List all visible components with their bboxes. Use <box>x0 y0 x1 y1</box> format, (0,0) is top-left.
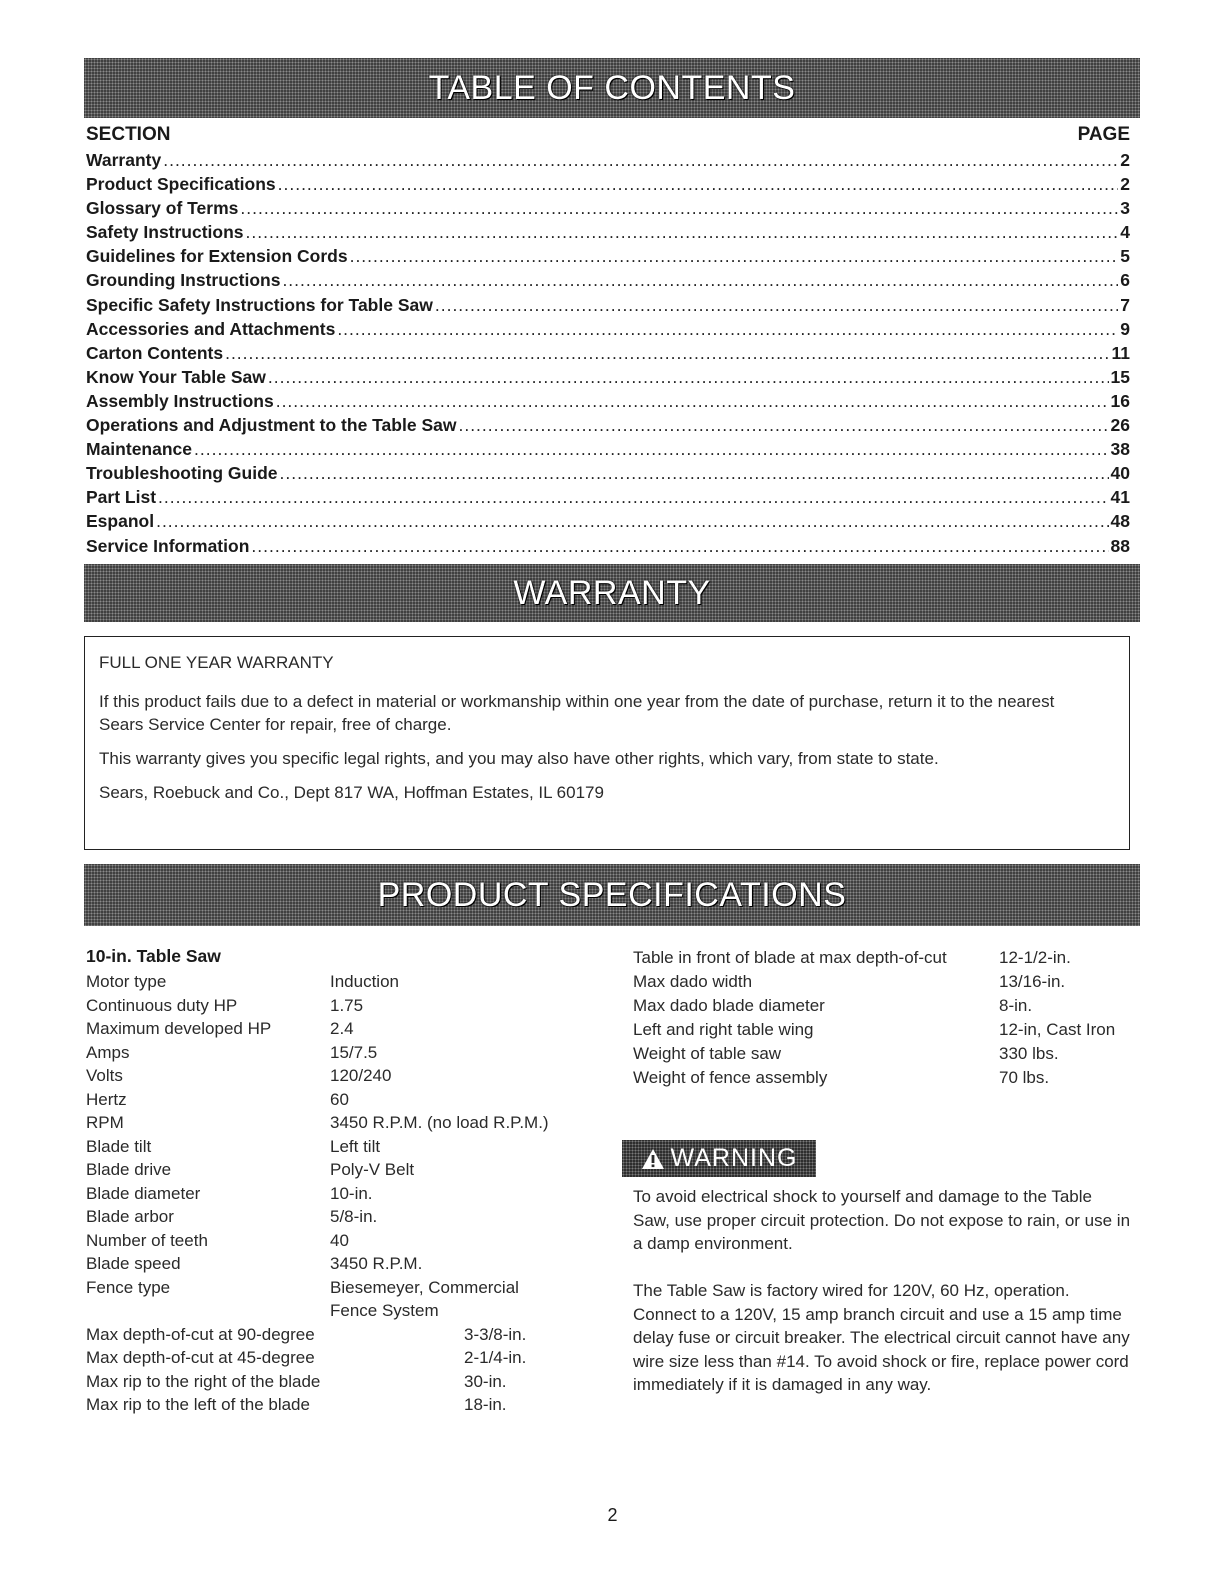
warranty-rights: This warranty gives you specific legal rights, and you may also have other rights, which vary, from state to state. <box>99 749 939 768</box>
toc-entry <box>86 150 1130 174</box>
spec-value: 12-in, Cast Iron <box>999 1020 1116 1039</box>
spec-label: Blade arbor <box>86 1207 174 1226</box>
spec-row <box>86 1205 606 1229</box>
toc-entry <box>86 319 1130 343</box>
spec-row <box>86 1370 606 1394</box>
spec-value: Biesemeyer, Commercial <box>330 1277 519 1297</box>
spec-value: 18-in. <box>464 1395 507 1414</box>
toc-entry-page: 2 <box>1120 174 1130 195</box>
spec-label: Blade diameter <box>86 1183 201 1203</box>
spec-row <box>86 1393 606 1417</box>
spec-value: 70 lbs. <box>999 1068 1050 1087</box>
spec-label: Max rip to the right of the blade <box>86 1371 321 1391</box>
toc-leader-dots <box>276 391 1109 412</box>
toc-leader-dots <box>240 198 1118 219</box>
spec-label: Left and right table wing <box>633 1020 814 1039</box>
warranty-title: WARRANTY <box>513 573 711 612</box>
toc-entry-page: 2 <box>1120 150 1130 170</box>
spec-row <box>633 946 1133 970</box>
toc-entry-title: Carton Contents <box>86 342 224 363</box>
toc-section-label: SECTION <box>86 124 171 145</box>
spec-value: 8-in. <box>999 996 1033 1015</box>
spec-value: 2-1/4-in. <box>464 1348 527 1367</box>
spec-value: 2.4 <box>330 1019 354 1038</box>
toc-leader-dots <box>246 222 1119 243</box>
spec-label: Max rip to the left of the blade <box>86 1395 310 1414</box>
toc-leader-dots <box>268 367 1109 388</box>
toc-entry <box>86 198 1130 222</box>
spec-value: 120/240 <box>330 1066 392 1085</box>
spec-value: 13/16-in. <box>999 972 1066 991</box>
toc-entry-page: 11 <box>1111 342 1130 363</box>
toc-entry-title: Part List <box>86 487 157 508</box>
toc-entry-title: Glossary of Terms <box>86 198 239 219</box>
specs-left-column <box>86 946 606 1417</box>
toc-entry-title: Troubleshooting Guide <box>86 463 278 484</box>
spec-label: Amps <box>86 1042 130 1062</box>
toc-entry <box>86 391 1130 415</box>
warning-paragraph-wiring: The Table Saw is factory wired for 120V, 60 Hz, operation. Connect to a 120V, 15 amp branch circuit and use a 15 amp time delay fuse or circuit breaker. The electrical circuit cannot have any wire size less than #14. To avoid shock or fire, replace power cord immediately if it is damaged in any way. <box>633 1281 1130 1394</box>
warning-triangle-icon <box>641 1148 665 1170</box>
spec-row <box>86 1346 606 1370</box>
spec-row <box>633 1042 1133 1066</box>
toc-entry-title: Specific Safety Instructions for Table Saw <box>86 294 433 315</box>
spec-value: 12-1/2-in. <box>999 948 1071 967</box>
spec-label <box>86 1299 330 1323</box>
toc-entry-title: Accessories and Attachments <box>86 318 336 339</box>
toc-entry <box>86 511 1130 535</box>
toc-header <box>86 124 1130 148</box>
spec-value: Left tilt <box>330 1136 381 1156</box>
spec-value: 1.75 <box>330 995 364 1015</box>
spec-label: Weight of fence assembly <box>633 1068 828 1087</box>
spec-row <box>86 1064 606 1088</box>
toc-entry-title: Safety Instructions <box>86 222 244 243</box>
spec-row <box>86 1229 606 1253</box>
toc-leader-dots <box>337 319 1118 340</box>
toc-entry-title: Know Your Table Saw <box>86 366 266 387</box>
warranty-heading: FULL ONE YEAR WARRANTY <box>99 653 334 672</box>
toc-entry <box>86 174 1130 198</box>
spec-row <box>633 994 1133 1018</box>
toc-leader-dots <box>458 415 1108 436</box>
spec-label: Continuous duty HP <box>86 995 238 1015</box>
toc-entry-title: Guidelines for Extension Cords <box>86 246 348 267</box>
spec-row <box>633 1066 1133 1090</box>
warranty-address: Sears, Roebuck and Co., Dept 817 WA, Hoffman Estates, IL 60179 <box>99 783 604 802</box>
spec-value: 15/7.5 <box>330 1042 378 1062</box>
spec-value: 330 lbs. <box>999 1044 1059 1063</box>
spec-row <box>86 1252 606 1276</box>
spec-value: Fence System <box>330 1301 439 1320</box>
toc-title: TABLE OF CONTENTS <box>428 68 796 107</box>
toc-entry <box>86 246 1130 270</box>
spec-row <box>633 1018 1133 1042</box>
toc-entry-title: Maintenance <box>86 439 192 460</box>
toc-entry-page: 40 <box>1110 463 1130 484</box>
toc-page-label: PAGE <box>1077 124 1130 145</box>
spec-label: Blade speed <box>86 1254 181 1273</box>
spec-label: RPM <box>86 1113 124 1132</box>
toc-leader-dots <box>251 536 1108 557</box>
toc-entry <box>86 295 1130 319</box>
spec-label: Table in front of blade at max depth-of-cut <box>633 948 947 967</box>
spec-label: Maximum developed HP <box>86 1019 272 1038</box>
toc-entry <box>86 343 1130 367</box>
spec-label: Fence type <box>86 1277 171 1297</box>
warning-label <box>622 1140 816 1177</box>
toc-leader-dots <box>225 343 1109 364</box>
spec-row <box>86 1158 606 1182</box>
toc-entry <box>86 270 1130 294</box>
spec-value: 40 <box>330 1230 349 1250</box>
spec-row <box>86 1299 606 1323</box>
toc-entry-page: 4 <box>1120 222 1130 243</box>
spec-row <box>633 970 1133 994</box>
spec-row <box>86 1088 606 1112</box>
toc-entry-page: 9 <box>1120 318 1130 339</box>
specs-banner <box>84 864 1140 926</box>
toc-leader-dots <box>280 463 1109 484</box>
spec-label: Max dado blade diameter <box>633 996 825 1015</box>
toc-entry-page: 7 <box>1120 294 1130 315</box>
toc-leader-dots <box>158 487 1109 508</box>
spec-label: Max dado width <box>633 972 753 991</box>
toc-entry-title: Assembly Instructions <box>86 390 274 411</box>
spec-value: 5/8-in. <box>330 1207 378 1226</box>
toc-list <box>86 150 1130 560</box>
spec-value: 3-3/8-in. <box>464 1324 527 1344</box>
toc-entry-page: 5 <box>1120 246 1130 267</box>
spec-row <box>86 1041 606 1065</box>
toc-entry <box>86 536 1130 560</box>
toc-entry-title: Grounding Instructions <box>86 270 281 291</box>
spec-label: Blade tilt <box>86 1136 152 1156</box>
toc-entry-page: 3 <box>1120 198 1130 219</box>
spec-row <box>86 1135 606 1159</box>
toc-entry-title: Product Specifications <box>86 174 276 195</box>
toc-entry-title: Service Information <box>86 535 250 556</box>
spec-label: Hertz <box>86 1089 127 1109</box>
toc-leader-dots <box>156 511 1108 532</box>
page-number: 2 <box>607 1505 618 1525</box>
toc-entry <box>86 487 1130 511</box>
product-name: 10-in. Table Saw <box>86 946 221 966</box>
spec-value: 3450 R.P.M. (no load R.P.M.) <box>330 1113 549 1132</box>
toc-entry-page: 26 <box>1110 415 1130 436</box>
spec-row <box>86 994 606 1018</box>
spec-value: Poly-V Belt <box>330 1160 415 1179</box>
toc-banner <box>84 58 1140 118</box>
toc-leader-dots <box>194 439 1109 460</box>
toc-entry-title: Warranty <box>86 150 162 170</box>
spec-value: 10-in. <box>330 1183 373 1203</box>
toc-entry <box>86 222 1130 246</box>
warranty-box <box>84 636 1130 850</box>
spec-row <box>86 1111 606 1135</box>
toc-entry-page: 6 <box>1120 270 1130 291</box>
spec-label: Weight of table saw <box>633 1044 782 1063</box>
toc-leader-dots <box>278 174 1119 195</box>
toc-entry-page: 41 <box>1110 487 1130 508</box>
specs-title: PRODUCT SPECIFICATIONS <box>377 875 847 914</box>
toc-entry <box>86 367 1130 391</box>
spec-label: Motor type <box>86 972 167 991</box>
spec-value: 30-in. <box>464 1371 507 1391</box>
toc-leader-dots <box>163 150 1118 171</box>
spec-label: Max depth-of-cut at 45-degree <box>86 1348 315 1367</box>
spec-label: Max depth-of-cut at 90-degree <box>86 1324 315 1344</box>
toc-leader-dots <box>350 246 1119 267</box>
toc-entry <box>86 415 1130 439</box>
toc-entry-page: 16 <box>1110 390 1130 411</box>
specs-right-column <box>633 946 1133 1090</box>
spec-value: 60 <box>330 1089 349 1109</box>
toc-entry-title: Espanol <box>86 511 155 532</box>
warranty-paragraph: If this product fails due to a defect in material or workmanship within one year from the date of purchase, return it to the nearest Sears Service Center for repair, free of charge. <box>99 692 1055 734</box>
toc-entry-page: 15 <box>1110 366 1130 387</box>
toc-leader-dots <box>282 270 1118 291</box>
spec-label: Number of teeth <box>86 1230 208 1250</box>
toc-entry <box>86 463 1130 487</box>
toc-entry-title: Operations and Adjustment to the Table Saw <box>86 415 457 436</box>
warranty-banner <box>84 564 1140 622</box>
spec-row <box>86 1323 606 1347</box>
spec-value: 3450 R.P.M. <box>330 1254 423 1273</box>
spec-label: Volts <box>86 1066 123 1085</box>
toc-entry-page: 38 <box>1110 439 1130 460</box>
spec-row <box>86 970 606 994</box>
spec-row <box>86 1017 606 1041</box>
toc-entry <box>86 439 1130 463</box>
spec-label: Blade drive <box>86 1160 172 1179</box>
toc-entry-page: 88 <box>1110 535 1130 556</box>
spec-value: Induction <box>330 972 399 991</box>
warning-paragraph-shock: To avoid electrical shock to yourself and damage to the Table Saw, use proper circuit protection. Do not expose to rain, or use in a damp environment. <box>633 1187 1131 1253</box>
spec-row <box>86 1182 606 1206</box>
spec-row <box>86 1276 606 1300</box>
toc-leader-dots <box>435 295 1118 316</box>
warning-text: WARNING <box>670 1144 798 1172</box>
toc-entry-page: 48 <box>1110 511 1130 532</box>
